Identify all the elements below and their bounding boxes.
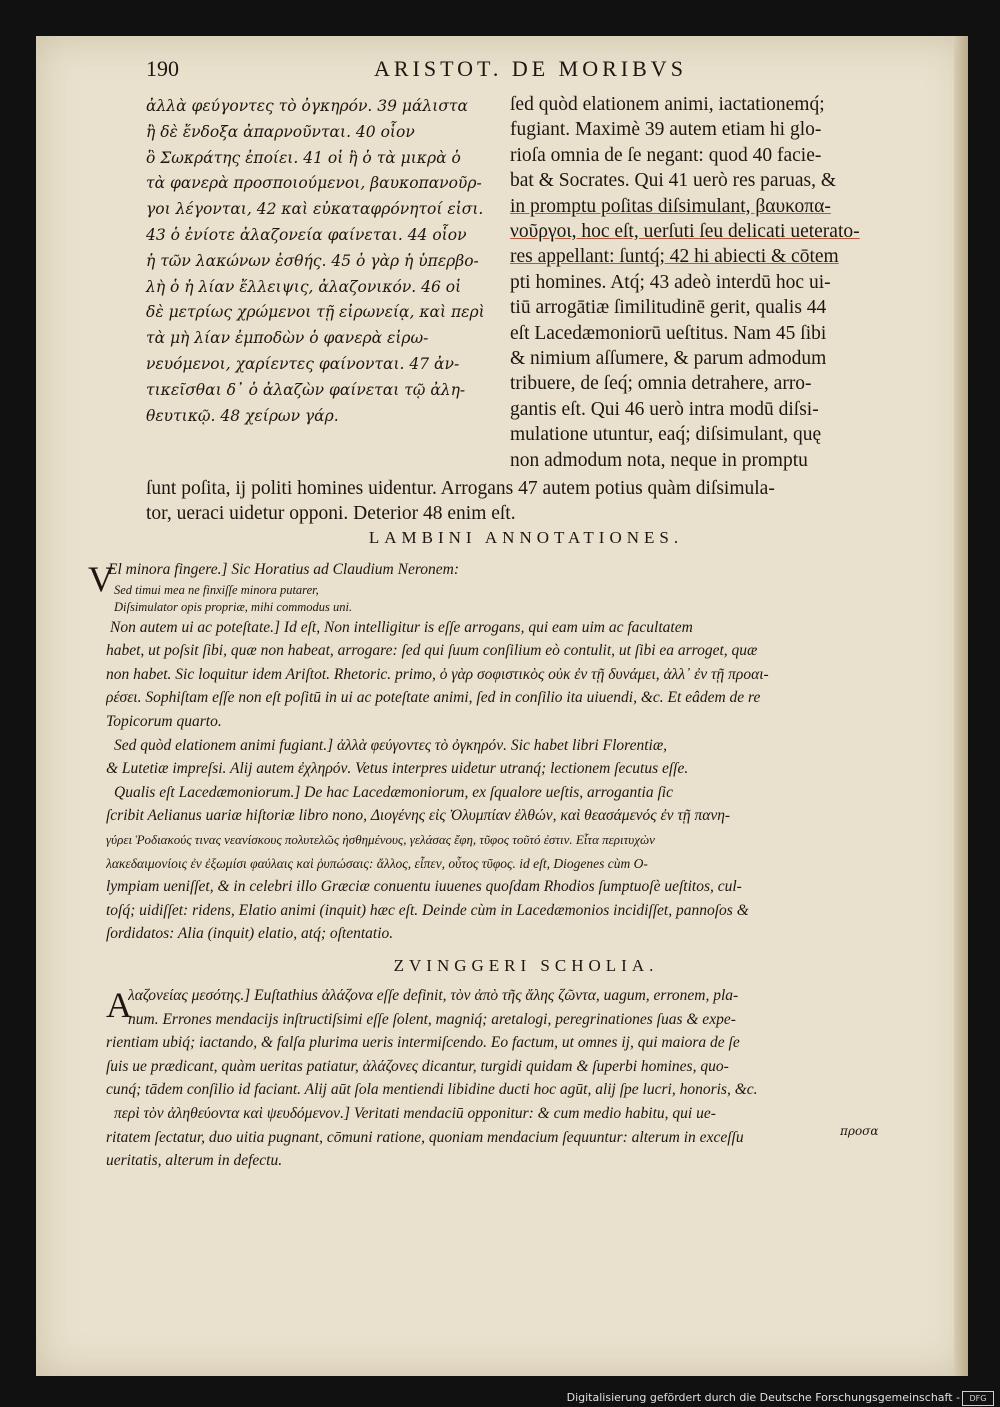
dfg-logo: DFG (962, 1391, 994, 1406)
latin-line: gantis eſt. Qui 46 uerò intra modū diſsi- (510, 398, 819, 420)
greek-line: λὴ ὁ ἡ λίαν ἔλλειψις, ἀλαζονικόν. 46 οἱ (146, 277, 462, 296)
note-line: cunq́; tādem conſilio id faciant. Alij aūt ſola mentiendi libidine ducti hoc agūt, alij ſpe lucri, honoris, &c. (106, 1081, 758, 1099)
note-line: Diſsimulator opis propriæ, mihi commodus uni. (114, 599, 353, 614)
note-line: ſuis ue prædicant, quàm ueritas patiatur, ἀλάζονες dicantur, turgidi quidam & ſuperbi homines, quo- (106, 1057, 729, 1075)
latin-line: fugiant. Maximè 39 autem etiam hi glo- (510, 119, 822, 141)
greek-line: 43 ὁ ἐνίοτε ἀλαζονεία φαίνεται. 44 οἷον (146, 225, 467, 244)
latin-line: non admodum nota, neque in promptu (510, 449, 808, 471)
note-line: περὶ τὸν ἀληθεύοντα καὶ ψευδόμενον.] Veritati mendaciū opponitur: & cum medio habitu, qui ue- (114, 1104, 716, 1122)
lambini-annotations (88, 558, 916, 946)
note-line: ſordidatos: Alia (inquit) elatio, atq́; oſtentatio. (106, 925, 394, 943)
note-line: γύρει Ῥοδιακούς τινας νεανίσκους πολυτελῶς ἠσθημένους, γελάσας ἔφη, τῦφος τοῦτό ἐστιν. Εἶτα περιτυχὼν (106, 831, 655, 847)
latin-line: ſed quòd elationem animi, iactationemq́; (510, 94, 825, 115)
note-line: Sed timui mea ne finxiſſe minora putarer, (114, 582, 319, 597)
greek-line: τικεῖσθαι δ᾽ ὁ ἀλαζὼν φαίνεται τῷ ἀλη- (146, 380, 466, 399)
funding-credit: Digitalisierung gefördert durch die Deutsche Forschungsgemeinschaft - (566, 1391, 960, 1404)
greek-line: δὲ μετρίως χρώμενοι τῇ εἰρωνείᾳ, καὶ περὶ (146, 303, 485, 322)
latin-line: tor, ueraci uidetur opponi. Deterior 48 enim eſt. (146, 503, 516, 525)
latin-text-column (510, 92, 902, 473)
latin-line: pti homines. Atq́; 43 adeò interdū hoc ui- (510, 271, 831, 293)
latin-line: eſt Lacedæmoniorū ueſtitus. Nam 45 ſibi (510, 322, 827, 344)
note-line: ρέσει. Sophiſtam eſſe non eſt poſitū in ui ac poteſtate animi, ſed in conſilio ita uiuendi, &c. Et eâdem de re (106, 689, 761, 707)
footer-bar (0, 1390, 1000, 1407)
zuinggeri-scholia (106, 984, 916, 1173)
note-line: Qualis eſt Lacedæmoniorum.] De hac Lacedæmoniorum, ex ſqualore ueſtis, arrogantia ſic (114, 783, 673, 801)
running-title: ARISTOT. DE MORIBVS (374, 56, 687, 81)
latin-continuation (146, 476, 906, 527)
greek-line: θευτικῷ. 48 χείρων γάρ. (146, 406, 339, 425)
latin-line-underlined: in promptu poſitas diſsimulant, βαυκοπα- (510, 195, 831, 217)
greek-line: ἡ τῶν λακώνων ἐσθής. 45 ὁ γὰρ ἡ ὑπερβο- (146, 251, 479, 270)
note-line: & Lutetiæ impreſsi. Alij autem ἐχληρόν. Vetus interpres uidetur utranq́; lectionem ſecutus eſſe. (106, 760, 689, 778)
greek-line: γοι λέγονται, 42 καὶ εὐκαταφρόνητοί εἰσι. (146, 200, 484, 219)
latin-line-underlined: νοῦργοι, hoc eſt, uerſuti ſeu delicati ueterato- (510, 221, 860, 243)
note-line: Topicorum quarto. (106, 712, 222, 730)
latin-line: tiū arrogātiæ ſimilitudinē gerit, qualis 44 (510, 297, 827, 319)
greek-line: τὰ φανερὰ προσποιούμενοι, βαυκοπανοῦρ- (146, 174, 482, 193)
book-page (36, 36, 968, 1376)
note-line: ſcribit Aelianus uariæ hiſtoriæ libro nono, Διογένης εἰς Ὀλυμπίαν ἐλθών, καὶ θεασάμενός ἐν τῇ πανη- (106, 807, 731, 825)
latin-line: tribuere, de ſeq́; omnia detrahere, arro- (510, 373, 812, 395)
greek-line: νευόμενοι, χαρίεντες φαίνονται. 47 ἀν- (146, 354, 460, 373)
greek-line: τὰ μὴ λίαν ἐμποδὼν ὁ φανερὰ εἰρω- (146, 329, 429, 348)
note-line: Sed quòd elationem animi fugiant.] ἀλλὰ φεύγοντες τὸ ὀγκηρόν. Sic habet libri Florentiæ, (114, 736, 668, 754)
page-edge (954, 36, 968, 1376)
note-line: λαζονείας μεσότης.] Euſtathius ἀλάζονα eſſe definit, τὸν ἀπὸ τῆς ἄλης ζῶντα, uagum, erronem, pla- (128, 987, 739, 1004)
note-line: num. Errones mendacijs inſtructiſsimi eſſe ſolent, magniq́; aretalogi, peregrinationes ſuas & expe- (128, 1010, 736, 1028)
dropcap-letter: V (88, 559, 114, 599)
greek-line: ἢ δὲ ἔνδοξα ἀπαρνοῦνται. 40 οἷον (146, 122, 415, 141)
note-line: λακεδαιμονίοις ἐν ἐξωμίσι φαύλαις καὶ ῥυπώσαις: ἄλλος, εἶπεν, οὗτος τῦφος. id eſt, Diogenes cùm O- (106, 855, 648, 871)
latin-line: bat & Socrates. Qui 41 uerò res paruas, & (510, 170, 836, 192)
zuinggeri-section-title: ZVINGGERI SCHOLIA. (393, 956, 659, 975)
latin-line: rioſa omnia de ſe negant: quod 40 facie- (510, 144, 822, 166)
note-line: El minora fingere.] Sic Horatius ad Claudium Neronem: (108, 561, 460, 578)
note-line: ueritatis, alterum in defectu. (106, 1152, 283, 1170)
note-line: rientiam ubiq́; iactando, & falſa plurima ueris intermiſcendo. Eo factum, ut omnes ij, qui maiora de ſe (106, 1034, 740, 1052)
latin-line: mulatione utuntur, eaq́; diſsimulant, quę (510, 424, 822, 446)
note-line: lympiam ueniſſet, & in celebri illo Græciæ conuentu iuuenes quoſdam Rhodios ſumptuoſè ueſtitos, cul- (106, 878, 742, 896)
greek-text-column (146, 94, 516, 429)
dropcap-letter: A (106, 985, 132, 1025)
page-number: 190 (146, 56, 179, 81)
latin-line: & nimium aſſumere, & parum admodum (510, 348, 827, 370)
note-line: Non autem ui ac poteſtate.] Id eſt, Non intelligitur is eſſe arrogans, qui eam uim ac facultatem (110, 618, 693, 636)
note-line: habet, ut poſsit ſibi, quæ non habeat, arrogare: ſed qui ſuum conſilium eò contulit, ut ſibi ea arroget, quæ (106, 642, 758, 660)
lambini-section-title: LAMBINI ANNOTATIONES. (368, 528, 684, 547)
latin-line-underlined: res appellant: ſuntq́; 42 hi abiecti & cōtem (510, 246, 839, 268)
note-line: toſq́; uidiſſet: ridens, Elatio animi (inquit) hæc eſt. Deinde cùm in Lacedæmonios incidiſſet, pannoſos & (106, 901, 749, 919)
catchword: προσα (840, 1124, 879, 1138)
note-line: non habet. Sic loquitur idem Ariſtot. Rhetoric. primo, ὁ γὰρ σοφιστικὸς οὐκ ἐν τῇ δυνάμει, ἀλλ᾽ ἐν τῇ προαι- (106, 665, 769, 683)
note-line: ritatem ſectatur, duo uitia pugnant, cōmuni ratione, quoniam mendacium ſequuntur: alterum in exceſſu (106, 1128, 744, 1146)
greek-line: ὃ Σωκράτης ἐποίει. 41 οἱ ἢ ὁ τὰ μικρὰ ὁ (146, 148, 461, 167)
greek-line: ἀλλὰ φεύγοντες τὸ ὀγκηρόν. 39 μάλιστα (146, 97, 468, 115)
latin-line: ſunt poſita, ij politi homines uidentur. Arrogans 47 autem potius quàm diſsimula- (146, 478, 775, 499)
